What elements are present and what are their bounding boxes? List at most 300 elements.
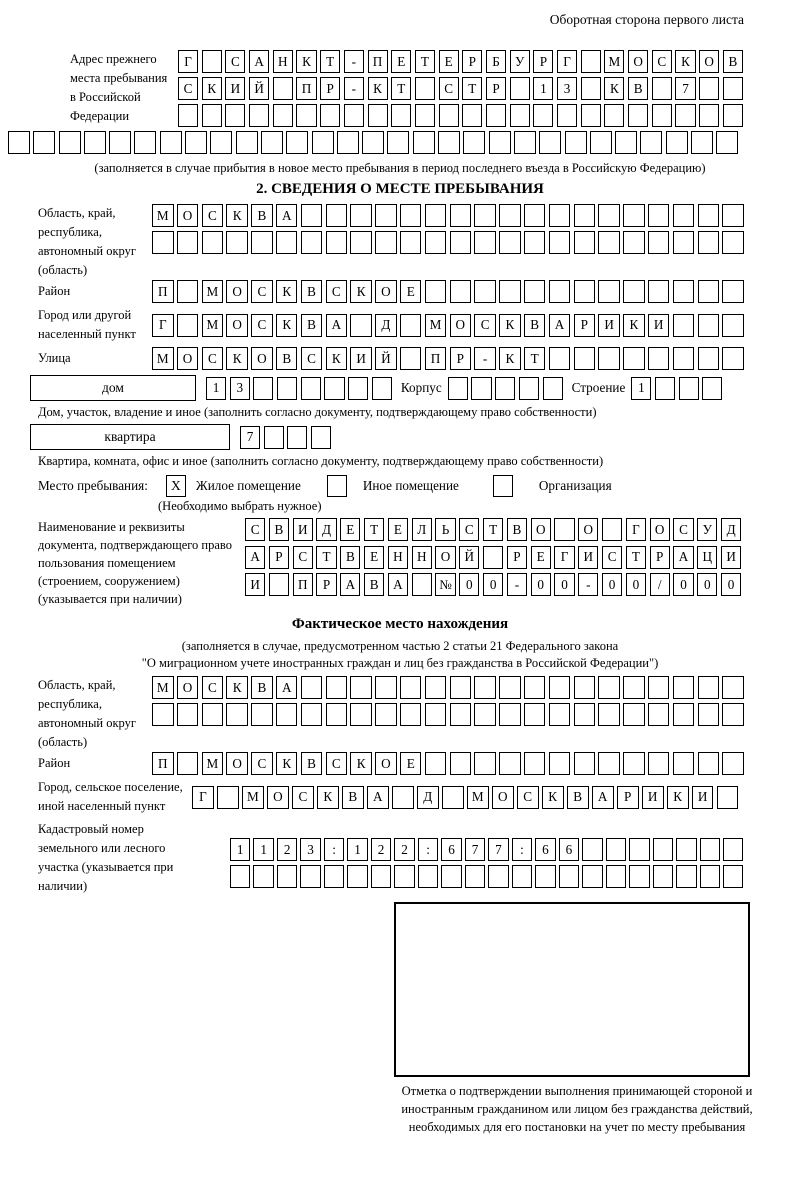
char-cell[interactable]: О — [177, 676, 199, 699]
char-cell[interactable] — [673, 280, 695, 303]
char-cell[interactable]: С — [293, 546, 313, 569]
char-cell[interactable]: 0 — [602, 573, 622, 596]
char-cell[interactable] — [722, 231, 744, 254]
char-cell[interactable]: О — [375, 280, 397, 303]
char-cell[interactable]: С — [652, 50, 672, 73]
char-cell[interactable] — [623, 676, 645, 699]
char-cell[interactable]: В — [301, 314, 323, 337]
char-cell[interactable]: К — [226, 676, 248, 699]
char-cell[interactable] — [648, 676, 670, 699]
char-cell[interactable] — [152, 231, 174, 254]
char-cell[interactable]: И — [642, 786, 664, 809]
char-cell[interactable] — [653, 838, 673, 861]
char-cell[interactable]: 0 — [531, 573, 551, 596]
char-cell[interactable]: 3 — [557, 77, 577, 100]
char-cell[interactable] — [286, 131, 308, 154]
char-cell[interactable] — [723, 865, 743, 888]
char-cell[interactable] — [623, 703, 645, 726]
char-cell[interactable]: М — [604, 50, 624, 73]
char-cell[interactable] — [524, 676, 546, 699]
char-cell[interactable] — [251, 231, 273, 254]
char-cell[interactable] — [450, 752, 472, 775]
char-cell[interactable]: Г — [178, 50, 198, 73]
char-cell[interactable]: 6 — [535, 838, 555, 861]
char-cell[interactable]: Т — [626, 546, 646, 569]
char-cell[interactable]: 3 — [230, 377, 250, 400]
char-cell[interactable]: И — [692, 786, 714, 809]
char-cell[interactable]: Е — [400, 280, 422, 303]
char-cell[interactable] — [698, 347, 720, 370]
char-cell[interactable]: О — [251, 347, 273, 370]
char-cell[interactable]: К — [202, 77, 222, 100]
char-cell[interactable] — [474, 676, 496, 699]
char-cell[interactable]: А — [340, 573, 360, 596]
char-cell[interactable]: Р — [320, 77, 340, 100]
char-cell[interactable] — [673, 752, 695, 775]
char-cell[interactable] — [666, 131, 688, 154]
char-cell[interactable] — [698, 676, 720, 699]
char-cell[interactable] — [648, 204, 670, 227]
char-cell[interactable] — [326, 676, 348, 699]
char-cell[interactable] — [535, 865, 555, 888]
char-cell[interactable]: М — [242, 786, 264, 809]
char-cell[interactable]: Т — [524, 347, 546, 370]
char-cell[interactable] — [400, 231, 422, 254]
char-cell[interactable] — [495, 377, 515, 400]
char-cell[interactable] — [648, 752, 670, 775]
char-cell[interactable]: Г — [557, 50, 577, 73]
char-cell[interactable] — [543, 377, 563, 400]
char-cell[interactable]: - — [578, 573, 598, 596]
char-cell[interactable] — [8, 131, 30, 154]
char-cell[interactable] — [582, 865, 602, 888]
char-cell[interactable] — [722, 676, 744, 699]
char-cell[interactable]: - — [474, 347, 496, 370]
char-cell[interactable]: Е — [400, 752, 422, 775]
char-cell[interactable] — [375, 676, 397, 699]
char-cell[interactable] — [392, 786, 414, 809]
char-cell[interactable]: К — [317, 786, 339, 809]
char-cell[interactable]: Е — [388, 518, 408, 541]
char-cell[interactable] — [499, 204, 521, 227]
char-cell[interactable] — [425, 752, 447, 775]
char-cell[interactable]: 0 — [554, 573, 574, 596]
char-cell[interactable]: Б — [486, 50, 506, 73]
char-cell[interactable]: Г — [626, 518, 646, 541]
char-cell[interactable]: Т — [462, 77, 482, 100]
char-cell[interactable]: - — [344, 50, 364, 73]
char-cell[interactable] — [448, 377, 468, 400]
char-cell[interactable] — [604, 104, 624, 127]
char-cell[interactable] — [648, 703, 670, 726]
char-cell[interactable]: В — [269, 518, 289, 541]
char-cell[interactable] — [623, 752, 645, 775]
char-cell[interactable]: М — [425, 314, 447, 337]
char-cell[interactable]: С — [251, 314, 273, 337]
char-cell[interactable] — [425, 231, 447, 254]
char-cell[interactable]: Р — [650, 546, 670, 569]
stay-option-other-checkbox[interactable] — [327, 475, 347, 497]
char-cell[interactable] — [723, 838, 743, 861]
char-cell[interactable] — [276, 231, 298, 254]
char-cell[interactable] — [623, 231, 645, 254]
char-cell[interactable]: Е — [340, 518, 360, 541]
char-cell[interactable]: К — [276, 280, 298, 303]
char-cell[interactable] — [648, 347, 670, 370]
char-cell[interactable] — [337, 131, 359, 154]
char-cell[interactable]: К — [276, 314, 298, 337]
char-cell[interactable]: 0 — [721, 573, 741, 596]
char-cell[interactable]: Р — [507, 546, 527, 569]
char-cell[interactable] — [574, 676, 596, 699]
char-cell[interactable] — [462, 104, 482, 127]
char-cell[interactable]: 2 — [371, 838, 391, 861]
char-cell[interactable] — [311, 426, 331, 449]
char-cell[interactable] — [301, 204, 323, 227]
char-cell[interactable] — [606, 838, 626, 861]
char-cell[interactable] — [300, 865, 320, 888]
char-cell[interactable]: А — [249, 50, 269, 73]
char-cell[interactable] — [442, 786, 464, 809]
char-cell[interactable]: М — [467, 786, 489, 809]
char-cell[interactable]: 0 — [626, 573, 646, 596]
char-cell[interactable] — [412, 573, 432, 596]
char-cell[interactable] — [372, 377, 392, 400]
char-cell[interactable] — [226, 703, 248, 726]
char-cell[interactable] — [400, 204, 422, 227]
char-cell[interactable]: Й — [375, 347, 397, 370]
char-cell[interactable] — [277, 377, 297, 400]
char-cell[interactable] — [524, 280, 546, 303]
char-cell[interactable]: К — [499, 347, 521, 370]
char-cell[interactable]: 7 — [488, 838, 508, 861]
char-cell[interactable]: М — [202, 752, 224, 775]
char-cell[interactable]: 2 — [394, 838, 414, 861]
char-cell[interactable] — [347, 865, 367, 888]
char-cell[interactable]: Г — [152, 314, 174, 337]
char-cell[interactable] — [415, 77, 435, 100]
char-cell[interactable] — [598, 703, 620, 726]
char-cell[interactable]: - — [507, 573, 527, 596]
char-cell[interactable] — [230, 865, 250, 888]
char-cell[interactable]: Й — [249, 77, 269, 100]
char-cell[interactable]: А — [245, 546, 265, 569]
char-cell[interactable]: Т — [364, 518, 384, 541]
char-cell[interactable]: Ь — [435, 518, 455, 541]
char-cell[interactable]: 0 — [483, 573, 503, 596]
char-cell[interactable] — [474, 231, 496, 254]
char-cell[interactable] — [109, 131, 131, 154]
char-cell[interactable] — [202, 50, 222, 73]
char-cell[interactable]: К — [296, 50, 316, 73]
char-cell[interactable] — [698, 231, 720, 254]
char-cell[interactable]: В — [507, 518, 527, 541]
char-cell[interactable]: С — [673, 518, 693, 541]
char-cell[interactable]: А — [592, 786, 614, 809]
char-cell[interactable]: О — [226, 280, 248, 303]
char-cell[interactable] — [465, 865, 485, 888]
char-cell[interactable]: К — [350, 280, 372, 303]
char-cell[interactable] — [557, 104, 577, 127]
char-cell[interactable] — [474, 204, 496, 227]
char-cell[interactable]: Р — [316, 573, 336, 596]
char-cell[interactable] — [160, 131, 182, 154]
char-cell[interactable] — [152, 703, 174, 726]
char-cell[interactable] — [673, 231, 695, 254]
char-cell[interactable]: Д — [417, 786, 439, 809]
char-cell[interactable] — [400, 314, 422, 337]
char-cell[interactable] — [581, 104, 601, 127]
char-cell[interactable] — [598, 204, 620, 227]
char-cell[interactable] — [629, 865, 649, 888]
char-cell[interactable]: Н — [412, 546, 432, 569]
char-cell[interactable] — [722, 204, 744, 227]
char-cell[interactable] — [598, 752, 620, 775]
char-cell[interactable] — [675, 104, 695, 127]
char-cell[interactable] — [225, 104, 245, 127]
char-cell[interactable] — [698, 752, 720, 775]
char-cell[interactable]: О — [267, 786, 289, 809]
char-cell[interactable]: : — [418, 838, 438, 861]
char-cell[interactable]: Г — [554, 546, 574, 569]
char-cell[interactable] — [499, 676, 521, 699]
char-cell[interactable] — [582, 838, 602, 861]
char-cell[interactable]: У — [510, 50, 530, 73]
char-cell[interactable]: К — [623, 314, 645, 337]
char-cell[interactable] — [679, 377, 699, 400]
char-cell[interactable] — [717, 786, 739, 809]
char-cell[interactable]: 3 — [300, 838, 320, 861]
char-cell[interactable] — [249, 104, 269, 127]
char-cell[interactable]: С — [245, 518, 265, 541]
char-cell[interactable]: Е — [391, 50, 411, 73]
char-cell[interactable]: Т — [483, 518, 503, 541]
char-cell[interactable]: С — [459, 518, 479, 541]
char-cell[interactable] — [253, 377, 273, 400]
char-cell[interactable] — [574, 204, 596, 227]
char-cell[interactable]: С — [251, 752, 273, 775]
char-cell[interactable] — [489, 131, 511, 154]
char-cell[interactable]: 1 — [533, 77, 553, 100]
char-cell[interactable]: С — [602, 546, 622, 569]
char-cell[interactable] — [483, 546, 503, 569]
char-cell[interactable] — [598, 347, 620, 370]
char-cell[interactable]: М — [152, 347, 174, 370]
char-cell[interactable] — [640, 131, 662, 154]
char-cell[interactable] — [486, 104, 506, 127]
char-cell[interactable] — [324, 865, 344, 888]
char-cell[interactable] — [344, 104, 364, 127]
char-cell[interactable] — [185, 131, 207, 154]
char-cell[interactable] — [673, 347, 695, 370]
char-cell[interactable]: И — [225, 77, 245, 100]
char-cell[interactable] — [574, 752, 596, 775]
char-cell[interactable] — [350, 231, 372, 254]
char-cell[interactable] — [296, 104, 316, 127]
char-cell[interactable]: О — [531, 518, 551, 541]
char-cell[interactable]: М — [202, 280, 224, 303]
char-cell[interactable] — [425, 703, 447, 726]
char-cell[interactable]: П — [152, 752, 174, 775]
char-cell[interactable] — [574, 280, 596, 303]
char-cell[interactable] — [499, 752, 521, 775]
char-cell[interactable]: О — [699, 50, 719, 73]
char-cell[interactable]: Р — [450, 347, 472, 370]
char-cell[interactable]: № — [435, 573, 455, 596]
char-cell[interactable]: К — [350, 752, 372, 775]
char-cell[interactable]: 1 — [206, 377, 226, 400]
char-cell[interactable]: О — [226, 314, 248, 337]
char-cell[interactable] — [471, 377, 491, 400]
char-cell[interactable]: М — [202, 314, 224, 337]
char-cell[interactable] — [602, 518, 622, 541]
char-cell[interactable] — [301, 231, 323, 254]
char-cell[interactable] — [699, 77, 719, 100]
char-cell[interactable] — [312, 131, 334, 154]
char-cell[interactable]: К — [326, 347, 348, 370]
char-cell[interactable]: Н — [273, 50, 293, 73]
char-cell[interactable] — [510, 77, 530, 100]
char-cell[interactable] — [549, 231, 571, 254]
char-cell[interactable]: К — [667, 786, 689, 809]
char-cell[interactable] — [549, 204, 571, 227]
char-cell[interactable]: В — [251, 204, 273, 227]
char-cell[interactable]: Р — [486, 77, 506, 100]
char-cell[interactable] — [628, 104, 648, 127]
char-cell[interactable]: : — [324, 838, 344, 861]
char-cell[interactable] — [375, 703, 397, 726]
char-cell[interactable]: Д — [375, 314, 397, 337]
char-cell[interactable] — [415, 104, 435, 127]
char-cell[interactable]: Т — [320, 50, 340, 73]
char-cell[interactable]: К — [226, 347, 248, 370]
char-cell[interactable] — [722, 314, 744, 337]
char-cell[interactable] — [519, 377, 539, 400]
char-cell[interactable] — [699, 104, 719, 127]
char-cell[interactable] — [350, 314, 372, 337]
char-cell[interactable] — [326, 204, 348, 227]
char-cell[interactable]: С — [326, 752, 348, 775]
char-cell[interactable] — [217, 786, 239, 809]
char-cell[interactable] — [499, 280, 521, 303]
char-cell[interactable] — [425, 676, 447, 699]
char-cell[interactable] — [474, 752, 496, 775]
char-cell[interactable] — [261, 131, 283, 154]
char-cell[interactable]: П — [152, 280, 174, 303]
char-cell[interactable]: Н — [388, 546, 408, 569]
char-cell[interactable] — [549, 752, 571, 775]
char-cell[interactable]: В — [251, 676, 273, 699]
char-cell[interactable] — [177, 703, 199, 726]
char-cell[interactable]: С — [251, 280, 273, 303]
char-cell[interactable]: : — [512, 838, 532, 861]
char-cell[interactable] — [700, 838, 720, 861]
char-cell[interactable] — [450, 231, 472, 254]
char-cell[interactable]: Т — [316, 546, 336, 569]
char-cell[interactable] — [723, 104, 743, 127]
char-cell[interactable] — [320, 104, 340, 127]
char-cell[interactable] — [590, 131, 612, 154]
char-cell[interactable]: К — [226, 204, 248, 227]
char-cell[interactable]: - — [344, 77, 364, 100]
char-cell[interactable] — [574, 231, 596, 254]
char-cell[interactable] — [524, 703, 546, 726]
char-cell[interactable]: В — [342, 786, 364, 809]
char-cell[interactable]: 0 — [459, 573, 479, 596]
char-cell[interactable]: М — [152, 204, 174, 227]
char-cell[interactable]: О — [177, 347, 199, 370]
char-cell[interactable] — [676, 838, 696, 861]
char-cell[interactable] — [488, 865, 508, 888]
char-cell[interactable] — [134, 131, 156, 154]
char-cell[interactable]: О — [177, 204, 199, 227]
char-cell[interactable]: Д — [316, 518, 336, 541]
char-cell[interactable]: К — [499, 314, 521, 337]
char-cell[interactable]: / — [650, 573, 670, 596]
char-cell[interactable] — [574, 347, 596, 370]
char-cell[interactable] — [394, 865, 414, 888]
char-cell[interactable] — [716, 131, 738, 154]
char-cell[interactable]: О — [578, 518, 598, 541]
char-cell[interactable]: 1 — [631, 377, 651, 400]
char-cell[interactable]: С — [474, 314, 496, 337]
char-cell[interactable] — [574, 703, 596, 726]
char-cell[interactable]: А — [276, 204, 298, 227]
char-cell[interactable] — [264, 426, 284, 449]
char-cell[interactable] — [391, 104, 411, 127]
char-cell[interactable]: И — [648, 314, 670, 337]
char-cell[interactable] — [499, 703, 521, 726]
char-cell[interactable] — [425, 204, 447, 227]
char-cell[interactable]: И — [578, 546, 598, 569]
char-cell[interactable] — [177, 280, 199, 303]
char-cell[interactable] — [59, 131, 81, 154]
char-cell[interactable] — [565, 131, 587, 154]
char-cell[interactable] — [629, 838, 649, 861]
char-cell[interactable]: О — [226, 752, 248, 775]
char-cell[interactable]: У — [697, 518, 717, 541]
char-cell[interactable]: С — [178, 77, 198, 100]
char-cell[interactable]: 6 — [559, 838, 579, 861]
char-cell[interactable]: С — [202, 347, 224, 370]
stay-option-residential-checkbox[interactable]: X — [166, 475, 186, 497]
char-cell[interactable]: В — [301, 280, 323, 303]
char-cell[interactable] — [177, 231, 199, 254]
char-cell[interactable] — [177, 752, 199, 775]
char-cell[interactable]: 6 — [441, 838, 461, 861]
char-cell[interactable] — [524, 204, 546, 227]
char-cell[interactable]: О — [450, 314, 472, 337]
char-cell[interactable] — [236, 131, 258, 154]
char-cell[interactable] — [326, 703, 348, 726]
char-cell[interactable] — [301, 676, 323, 699]
char-cell[interactable]: А — [326, 314, 348, 337]
char-cell[interactable] — [722, 703, 744, 726]
char-cell[interactable] — [698, 314, 720, 337]
char-cell[interactable] — [539, 131, 561, 154]
char-cell[interactable] — [273, 77, 293, 100]
char-cell[interactable]: С — [301, 347, 323, 370]
char-cell[interactable]: Р — [533, 50, 553, 73]
char-cell[interactable]: И — [598, 314, 620, 337]
char-cell[interactable] — [673, 314, 695, 337]
char-cell[interactable]: Е — [531, 546, 551, 569]
char-cell[interactable] — [178, 104, 198, 127]
char-cell[interactable]: С — [517, 786, 539, 809]
char-cell[interactable]: С — [439, 77, 459, 100]
char-cell[interactable] — [581, 50, 601, 73]
char-cell[interactable]: Е — [439, 50, 459, 73]
